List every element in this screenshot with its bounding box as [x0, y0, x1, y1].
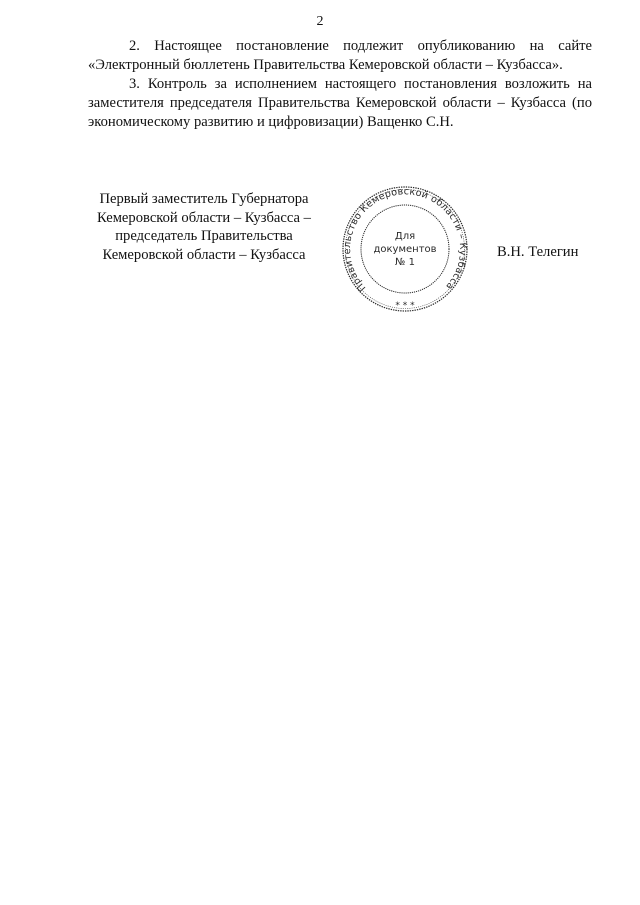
document-body	[88, 37, 592, 132]
signatory-title	[84, 190, 324, 264]
paragraph-publication: 2. Настоящее постановление подлежит опубликованию на сайте «Электронный бюллетень Правительства Кемеровской области – Кузбасса».	[88, 38, 592, 73]
seal-center-line: Для	[394, 231, 416, 242]
signatory-title-line: Кемеровской области – Кузбасса –	[97, 209, 311, 226]
seal-center-line: № 1	[395, 257, 415, 268]
page-number: 2	[316, 14, 324, 29]
signatory-title-line: Кемеровской области – Кузбасса	[102, 246, 306, 263]
signatory-title-line: председатель Правительства	[115, 228, 293, 244]
signer-name: В.Н. Телегин	[497, 244, 579, 260]
seal-center-line: документов	[373, 244, 437, 255]
seal-stars: * * *	[395, 301, 415, 311]
official-seal-stamp	[340, 184, 470, 314]
seal-ring-text-path: Правительство Кемеровской области – Кузбасса	[342, 186, 469, 294]
signatory-title-line: Первый заместитель Губернатора	[99, 191, 309, 207]
paragraph-control: 3. Контроль за исполнением настоящего постановления возложить на заместителя председателя Правительства Кемеровской области – Кузбасса (по экономическому развитию и цифровизации) Ващенко С.Н.	[88, 76, 592, 130]
